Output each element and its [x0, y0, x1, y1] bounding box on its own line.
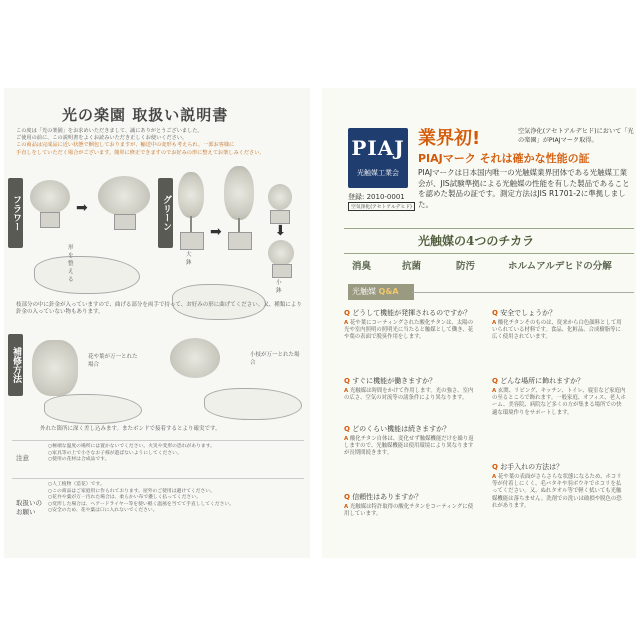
- rose-branch: [32, 340, 78, 396]
- handling-item: ○変形した場合は、ヘアードライヤー等を使い軽く温風を当てて手直ししてください。: [48, 501, 235, 507]
- piaj-description: PIAJマークは日本国内唯一の光触媒業界団体である光触媒工業会が、JIS試験準拠による光触媒の性能を有した製品であることを認めた製品の証です。測定方法はJIS R1701-2に準拠しました。: [418, 168, 630, 209]
- registration-number: 登録: 2010-0001: [348, 193, 405, 201]
- intro-line-highlight: この商品は完成品に近い状態で梱包しておりますが、輸送中の変形も考えられ、一部お客様に: [16, 142, 235, 149]
- answer: 花や葉にコーティングされた酸化チタンは、太陽の光や室内照明の照明光に当たると触媒として働き、花や葉の表面で脱臭作用をします。: [344, 320, 474, 341]
- arrow-icon: ➡: [210, 224, 222, 240]
- qa-item: Q どのくらい機能は続きますか？ A 酸化チタン自体は、変化せず触媒機能だけを繰り返しますので、光触媒機能は使用環境により異なりますが長期間続きます。: [344, 425, 474, 457]
- pot: [40, 212, 60, 228]
- answer: 酸化チタンそのものは、従来から白色顔料として用いられている材料です。食品、化粧品、合成樹脂等に広く使用されています。: [492, 320, 622, 341]
- left-page: [4, 88, 310, 558]
- pot-large: [180, 232, 204, 250]
- flower-tab: フラワー: [8, 178, 23, 248]
- pot-large: [228, 232, 252, 250]
- question: どうして機能が発揮されるのですか？: [352, 309, 472, 317]
- intro-line: この度は「光の楽園」をお求めいただきまして、誠にありがとうございました。: [16, 128, 203, 134]
- qa-item: Q どんな場所に飾れますか？ A 玄関、リビング、キッチン、トイレ、寝室など家庭内の至るところで飾れます。一般家庭、オフィス、老人ホーム、美容院、病院など多くの方が集まる場所での快適な環境作りをサポートします。: [492, 377, 626, 416]
- flower-before: [30, 180, 70, 214]
- question: どのくらい機能は続きますか？: [352, 425, 451, 433]
- air-purification-note: 空気浄化(アセトアルデヒド)において「光の楽園」がPIAJマーク取得。: [518, 128, 634, 144]
- large-pot-label: 大鉢: [186, 252, 192, 266]
- hand-shaping: [34, 256, 140, 294]
- repair-caption-twig: 小枝が万一とれた場合: [250, 352, 300, 366]
- intro-text: [16, 128, 304, 157]
- flower-after: [98, 176, 150, 216]
- notice-item: ○家具等の上で小さなお子様が遊ばないようにしてください。: [48, 450, 182, 456]
- question: どんな場所に飾れますか？: [500, 377, 585, 385]
- qa-header: [348, 284, 414, 300]
- handling-list: [48, 482, 306, 515]
- answer: 玄関、リビング、キッチン、トイレ、寝室など家庭内の至るところで飾れます。一般家庭、オフィス、老人ホーム、美容院、病院など多くの方が集まる場所での快適な環境作りをサポートします。: [492, 388, 626, 416]
- qa-item: Q すぐに機能が働きますか？ A 光触媒は時間をかけて作用します。光の強さ、室内の広さ、空気の対流等の諸条件により異なります。: [344, 377, 474, 402]
- tree-after: [224, 166, 254, 220]
- intro-line-highlight: 手直しをしていただく場合がございます。簡単に修正できますのでお好みの形に整えてお楽しみください。: [16, 149, 265, 156]
- green-tab: グリーン: [158, 178, 173, 248]
- power-item: ホルムアルデヒドの分解: [508, 261, 612, 272]
- question: すぐに機能が働きますか？: [352, 377, 437, 385]
- handling-label: 取扱いのお願い: [16, 499, 42, 516]
- branch-instruction: 枝部分の中に針金が入っていますので、曲げる部分を両手で持って、お好みの形に曲げてください。又、種類により針金の入っていない物もあります。: [16, 302, 302, 315]
- intro-line: ご使用の前に、この説明書をよくお読みいただき正しくお使いください。: [16, 135, 188, 142]
- piaj-logo: [348, 128, 408, 188]
- qa-title-q: Q&A: [378, 287, 399, 296]
- qa-item: Q 信頼性はありますか？ A 光触媒は特許取得の酸化チタンをコーティングに使用しています。: [344, 493, 474, 518]
- small-plant-after: [268, 240, 294, 266]
- notice-item: ○使用の花材は合成品です。: [48, 457, 110, 463]
- hand-insert: [204, 388, 302, 420]
- logo-subtext: 光触媒工業会: [357, 169, 399, 177]
- pot: [114, 214, 136, 230]
- hand-insert: [44, 394, 142, 424]
- repair-instruction: 外れた箇所に深く差し込みます。またボンドで接着するとより確実です。: [40, 426, 221, 432]
- headline: 業界初!: [418, 128, 481, 149]
- right-page: [322, 88, 636, 558]
- repair-caption-flower: 花や葉が万一とれた場合: [88, 354, 138, 368]
- pot-small: [272, 264, 292, 278]
- logo-text: PIAJ: [351, 136, 405, 160]
- qa-divider: [412, 292, 634, 293]
- answer: 酸化チタン自体は、変化せず触媒機能だけを繰り返しますので、光触媒機能は使用環境により異なりますが長期間続きます。: [344, 436, 474, 457]
- repair-tab: 補修方法: [8, 334, 23, 396]
- question: お手入れの方法は？: [500, 463, 564, 471]
- page-title: 光の楽園 取扱い説明書: [62, 106, 229, 124]
- subheadline: PIAJマーク それは確かな性能の証: [418, 152, 590, 165]
- pot-small: [270, 210, 290, 224]
- handling-item: ○安全のため、花や葉は口に入れないでください。: [48, 508, 158, 514]
- small-pot-label: 小鉢: [276, 280, 282, 294]
- handling-item: ○この商品はご家庭用に作られております。屋外のご使用は避けてください。: [48, 488, 215, 494]
- answer: 花や葉の表面がさらさらな状態になるため、ホコリ等が付着しにくく、毛バタキや羽ボウキでホコリを払ってください。又、ぬれタオル等で軽く拭いても光触媒機能は落ちません。洗剤での洗いは破損や脱色の恐れがあります。: [492, 474, 622, 509]
- handling-row: [12, 478, 304, 549]
- registration-note: 空気浄化(アセトアルデヒド): [348, 202, 415, 211]
- arrow-down-icon: ➡: [271, 224, 288, 236]
- flower-cluster: [170, 338, 220, 378]
- handling-item: ○花弁や葉が万一汚れた場合は、柔らかい布で優しく払ってください。: [48, 495, 201, 501]
- tree-before: [178, 172, 204, 218]
- small-plant: [268, 184, 292, 210]
- handling-item: ○人工植物（造花）です。: [48, 482, 105, 487]
- notice-item: ○極端な温度の場所には置かないでください。火災や変形の恐れがあります。: [48, 444, 215, 449]
- power-item: 防汚: [456, 261, 476, 272]
- powers-title: 光触媒の4つのチカラ: [418, 234, 535, 248]
- notice-list: [48, 444, 306, 464]
- notice-label: 注意: [16, 454, 29, 462]
- powers-header: [344, 228, 634, 254]
- qa-item: Q 安全でしょうか？ A 酸化チタンそのものは、従来から白色顔料として用いられている材料です。食品、化粧品、合成樹脂等に広く使用されています。: [492, 309, 622, 341]
- shape-caption: 形を整える: [68, 245, 74, 283]
- arrow-icon: ➡: [76, 200, 88, 216]
- power-item: 消臭: [352, 261, 372, 272]
- question: 信頼性はありますか？: [352, 493, 423, 501]
- qa-title: 光触媒: [352, 287, 376, 296]
- power-item: 抗菌: [402, 261, 422, 272]
- question: 安全でしょうか？: [500, 309, 557, 317]
- answer: 光触媒は時間をかけて作用します。光の強さ、室内の広さ、空気の対流等の諸条件により異なります。: [344, 388, 474, 402]
- qa-item: Q お手入れの方法は？ A 花や葉の表面がさらさらな状態になるため、ホコリ等が付着しにくく、毛バタキや羽ボウキでホコリを払ってください。又、ぬれタオル等で軽く拭いても光触媒機能は落ちません。洗剤での洗いは破損や脱色の恐れがあります。: [492, 463, 622, 509]
- notice-row: [12, 440, 304, 475]
- answer: 光触媒は特許取得の酸化チタンをコーティングに使用しています。: [344, 504, 474, 518]
- qa-item: Q どうして機能が発揮されるのですか？ A 花や葉にコーティングされた酸化チタンは、太陽の光や室内照明の照明光に当たると触媒として働き、花や葉の表面で脱臭作用をします。: [344, 309, 474, 341]
